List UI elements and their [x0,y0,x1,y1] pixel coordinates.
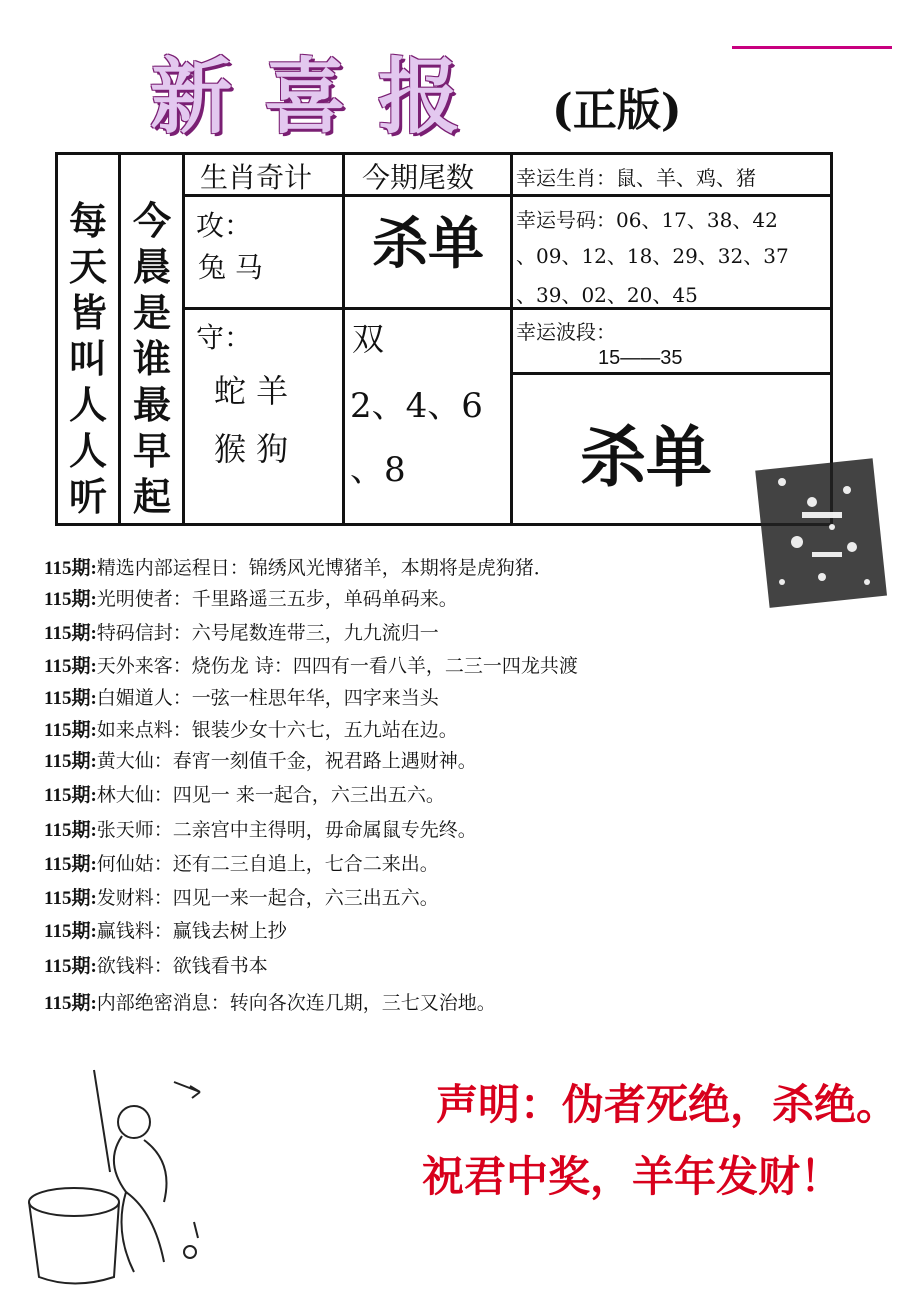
attack-label: 攻： [196,209,253,242]
tip-line-3: 115期:特码信封：六号尾数连带三，九九流归一 [44,622,439,644]
wave-row-divider [510,372,833,375]
lucky-wave-label: 幸运波段： [516,320,616,344]
tip-line-11: 115期:发财料：四见一来一起合，六三出五六。 [44,887,439,909]
attack-value: 兔 马 [198,251,263,284]
tip-line-4: 115期:天外来客：烧伤龙 诗：四四有一看八羊，二三一四龙共渡 [44,655,578,677]
tip-line-10: 115期:何仙姑：还有二三自追上，七合二来出。 [44,853,439,875]
defend-line1: 蛇 羊 [214,372,289,410]
middle-row-divider [182,307,833,310]
tip-line-12: 115期:赢钱料：赢钱去树上抄 [44,920,287,942]
tip-line-2: 115期:光明使者：千里路遥三五步，单码单码来。 [44,588,458,610]
lucky-numbers-line2: 、09、12、18、29、32、37 [516,244,789,268]
even-label: 双 [352,320,385,358]
page-title: 新喜报 [150,49,493,145]
lucky-numbers-line3: 、39、02、20、45 [516,283,698,307]
tip-line-7: 115期:黄大仙：春宵一刻值千金，祝君路上遇财神。 [44,750,477,772]
accent-line [732,46,892,49]
defend-line2: 猴 狗 [214,430,289,468]
second-column-text: 今晨是谁最早起 [132,198,171,519]
stamp-graphic [752,452,892,612]
even-line2: 、8 [350,450,406,490]
tip-line-6: 115期:如来点料：银装少女十六七，五九站在边。 [44,719,458,741]
tip-line-9: 115期:张天师：二亲宫中主得明，毋命属鼠专先终。 [44,819,477,841]
blessing-text: 祝君中奖，羊年发财！ [422,1152,843,1201]
tip-line-1: 115期:精选内部运程日：锦绣风光博猪羊，本期将是虎狗猪． [44,557,553,579]
declaration-text: 声明：伪者死绝，杀绝。 [436,1080,899,1129]
left-column-text: 每天皆叫人人听 [68,198,107,519]
lucky-numbers-line1: 幸运号码：06、17、38、42 [516,208,778,232]
zodiac-header: 生肖奇计 [200,161,313,194]
second-column-divider [182,152,185,526]
even-line1: 2、4、6 [350,386,483,426]
lucky-wave-range: 15——35 [598,347,683,369]
kill-single-top: 杀单 [372,211,484,277]
defend-label: 守： [196,321,253,354]
tip-line-5: 115期:白媚道人：一弦一柱思年华，四字来当头 [44,687,439,709]
divider-zodiac-tail [342,152,345,526]
lucky-zodiac: 幸运生肖：鼠、羊、鸡、猪 [516,166,756,190]
tip-line-13: 115期:欲钱料：欲钱看书本 [44,955,268,977]
worker-illustration [14,1062,214,1292]
tip-line-8: 115期:林大仙：四见一 来一起合，六三出五六。 [44,784,445,806]
kill-single-bottom: 杀单 [580,418,712,496]
tail-header: 今期尾数 [362,161,475,194]
tip-line-14: 115期:内部绝密消息：转向各次连几期，三七又治地。 [44,992,496,1014]
edition-label: (正版) [552,85,682,136]
divider-tail-lucky [510,152,513,526]
